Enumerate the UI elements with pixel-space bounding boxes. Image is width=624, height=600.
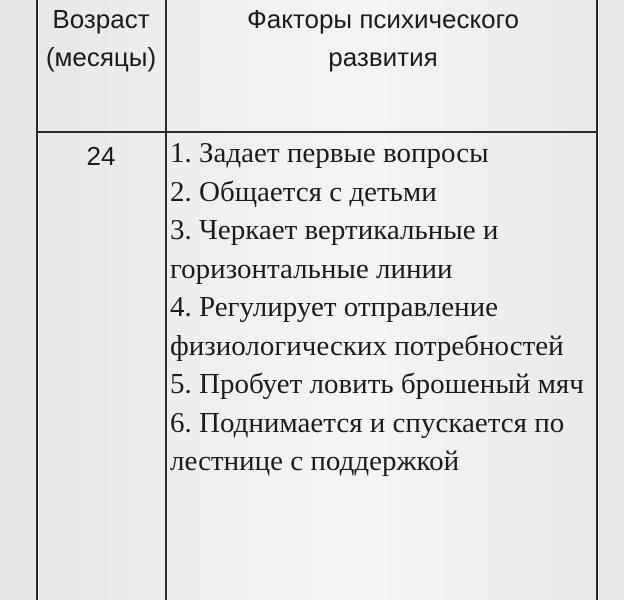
age-cell: 24	[86, 141, 116, 171]
factor-item-2: 2. Общается с детьми	[170, 175, 437, 208]
header-divider	[37, 131, 598, 133]
age-header-line-1: Возраст	[52, 4, 150, 34]
table-border-right	[596, 0, 598, 600]
age-header-line-2: (месяцы)	[45, 42, 157, 72]
factors-header-line-2: развития	[328, 42, 438, 72]
factor-item-5: 5. Пробует ловить брошеный мяч	[170, 368, 584, 400]
factor-item-6: 6. Поднимается и спускается по лестнице с поддержкой	[170, 406, 565, 477]
factor-item-1: 1. Задает первые вопросы	[170, 137, 489, 169]
column-divider	[165, 0, 167, 600]
age-column-header	[37, 0, 165, 76]
table-border-left	[36, 0, 38, 600]
factor-item-3: 3. Черкает вертикальные и горизонтальные линии	[170, 214, 499, 285]
factor-item-4: 4. Регулирует отправление физиологических потребностей	[170, 291, 564, 362]
factors-list	[170, 134, 590, 481]
factors-column-header	[168, 0, 598, 76]
factors-header-line-1: Факторы психического	[247, 4, 519, 34]
